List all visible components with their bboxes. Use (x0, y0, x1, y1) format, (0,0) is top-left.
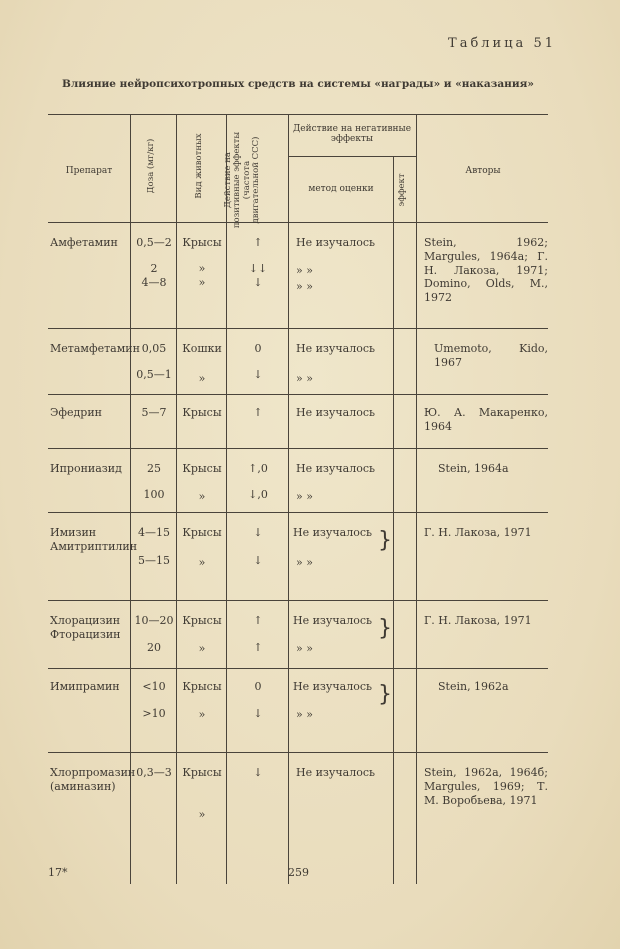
row6-authors: Г. Н. Лакоза, 1971 (424, 614, 532, 627)
row2-authors: Umemoto, Kido, 1967 (434, 342, 548, 369)
header-authors: Авторы (465, 166, 501, 176)
header-species: Вид животных (194, 133, 204, 199)
row4-method: Не изучалось (296, 462, 375, 475)
row6-effect-1: ↑ (253, 614, 263, 627)
row5-species: Крысы (182, 526, 222, 539)
row1-method-ditto-2: » » (296, 280, 313, 293)
row2-effect-1: 0 (254, 342, 262, 355)
row4-method-ditto: » » (296, 490, 313, 503)
col-line (393, 156, 394, 884)
row3-effect-1: ↑ (253, 406, 263, 419)
header-positive-effect: Действие на позитивные эффекты (частота двигательной ССС) (223, 131, 262, 229)
row5-drug: Имизин Амитриптилин (50, 526, 138, 553)
col-line (416, 114, 417, 884)
row6-method-ditto: » » (296, 642, 313, 655)
row3-dose-1: 5—7 (141, 406, 167, 419)
row7-drug: Имипрамин (50, 680, 120, 693)
row4-dose-1: 25 (147, 462, 161, 475)
row1-effect-3: ↓ (253, 276, 263, 289)
row7-dose-2: >10 (142, 707, 166, 720)
row2-drug: Метамфетамин (50, 342, 140, 355)
row4-effect-2: ↓,0 (248, 488, 268, 501)
row1-species: Крысы (182, 236, 222, 249)
row2-method: Не изучалось (296, 342, 375, 355)
row-rule (48, 600, 548, 601)
row1-effect-2: ↓↓ (248, 262, 268, 275)
row1-method: Не изучалось (296, 236, 375, 249)
row-rule (48, 752, 548, 753)
table-caption: Влияние нейропсихотропных средств на системы «награды» и «наказания» (62, 78, 534, 90)
row5-method-ditto: » » (296, 556, 313, 569)
row3-authors: Ю. А. Макаренко, 1964 (424, 406, 548, 433)
row-rule (48, 394, 548, 395)
row6-ditto: » (198, 642, 206, 655)
row8-dose-1: 0,3—3 (136, 766, 172, 779)
page-number: 259 (288, 866, 309, 879)
row5-brace: } (378, 528, 392, 553)
row2-method-ditto: » » (296, 372, 313, 385)
col-line (176, 114, 177, 884)
header-effect: эффект (397, 173, 407, 207)
row3-species: Крысы (182, 406, 222, 419)
row5-effect-1: ↓ (253, 526, 263, 539)
row2-dose-1: 0,05 (141, 342, 167, 355)
subheader-rule (288, 156, 416, 157)
row5-effect-2: ↓ (253, 554, 263, 567)
row7-method: Не изучалось (293, 680, 372, 693)
row1-dose-1: 0,5—2 (136, 236, 172, 249)
row7-effect-2: ↓ (253, 707, 263, 720)
row-rule (48, 668, 548, 669)
row6-effect-2: ↑ (253, 641, 263, 654)
row1-authors: Stein, 1962; Margules, 1964a; Г. Н. Лакоза, 1971; Domino, Olds, M., 1972 (424, 236, 548, 304)
header-bottom-rule (48, 222, 548, 223)
row8-effect-1: ↓ (253, 766, 263, 779)
row4-effect-1: ↑,0 (248, 462, 268, 475)
row4-authors: Stein, 1964a (438, 462, 509, 475)
row7-method-ditto: » » (296, 708, 313, 721)
row5-ditto: » (198, 556, 206, 569)
row7-brace: } (378, 682, 392, 707)
row6-species: Крысы (182, 614, 222, 627)
row2-species: Кошки (182, 342, 222, 355)
row8-drug: Хлорпромазин (аминазин) (50, 766, 136, 793)
row8-species: Крысы (182, 766, 222, 779)
row1-drug: Амфетамин (50, 236, 118, 249)
row7-ditto: » (198, 708, 206, 721)
row-rule (48, 512, 548, 513)
row5-authors: Г. Н. Лакоза, 1971 (424, 526, 532, 539)
row4-dose-2: 100 (143, 488, 165, 501)
row-rule (48, 328, 548, 329)
row5-method: Не изучалось (293, 526, 372, 539)
header-negative-effects: Действие на негативные эффекты (292, 124, 412, 145)
table-number: Таблица 51 (448, 36, 556, 51)
row2-ditto: » (198, 372, 206, 385)
row6-method: Не изучалось (293, 614, 372, 627)
row5-dose-1: 4—15 (138, 526, 170, 539)
row-rule (48, 448, 548, 449)
row8-method: Не изучалось (296, 766, 375, 779)
row1-dose-3: 4—8 (141, 276, 167, 289)
row5-dose-2: 5—15 (138, 554, 170, 567)
row1-effect-1: ↑ (253, 236, 263, 249)
row1-ditto-1: » (198, 262, 206, 275)
row6-dose-2: 20 (147, 641, 161, 654)
row8-ditto: » (198, 808, 206, 821)
row3-drug: Эфедрин (50, 406, 103, 419)
row6-brace: } (378, 616, 392, 641)
row7-authors: Stein, 1962a (438, 680, 509, 693)
row1-ditto-2: » (198, 276, 206, 289)
row8-authors: Stein, 1962a, 1964б; Margules, 1969; Т. М. Воробьева, 1971 (424, 766, 548, 807)
row6-drug: Хлорацизин Фторацизин (50, 614, 121, 641)
row7-species: Крысы (182, 680, 222, 693)
signature-mark: 17* (48, 866, 68, 879)
top-rule (48, 114, 548, 115)
row4-species: Крысы (182, 462, 222, 475)
row7-effect-1: 0 (254, 680, 262, 693)
row4-ditto: » (198, 490, 206, 503)
header-dose: Доза (мг/кг) (146, 138, 156, 194)
header-drug: Препарат (65, 166, 113, 176)
header-method: метод оценки (308, 184, 374, 194)
row3-method: Не изучалось (296, 406, 375, 419)
row4-drug: Ипрониазид (50, 462, 122, 475)
row1-dose-2: 2 (150, 262, 158, 275)
row1-method-ditto: » » (296, 264, 313, 277)
row6-dose-1: 10—20 (134, 614, 174, 627)
row2-effect-2: ↓ (253, 368, 263, 381)
row2-dose-2: 0,5—1 (136, 368, 172, 381)
col-line (288, 114, 289, 884)
row7-dose-1: <10 (142, 680, 166, 693)
